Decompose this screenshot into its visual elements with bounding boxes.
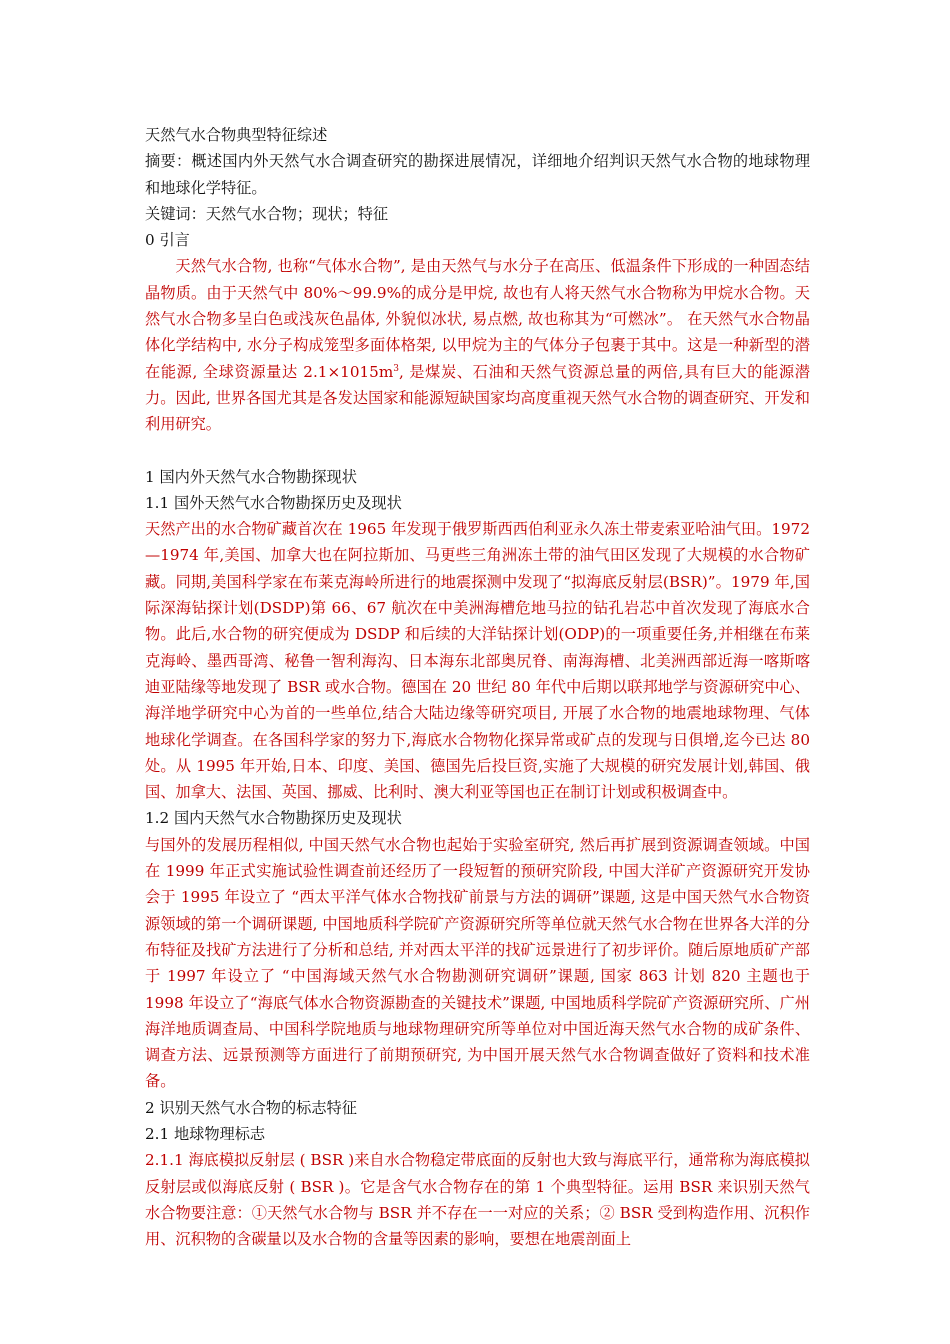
section-2-1-heading: 2.1 地球物理标志	[145, 1124, 266, 1143]
section-1-heading: 1 国内外天然气水合物勘探现状	[145, 467, 357, 486]
section-spacer	[145, 438, 810, 464]
intro-text-b: , 是煤炭、石油和天然气资源总量的两倍,具有巨大的能源潜力。因此, 世界各国尤其是各发达国家和能源短缺国家均高度重视天然气水合物的调查研究、开发和利用研究。	[145, 362, 810, 434]
section-1-2-paragraph: 与国外的发展历程相似, 中国天然气水合物也起始于实验室研究, 然后再扩展到资源调查领域。中国在 1999 年正式实施试验性调查前还经历了一段短暂的预研究阶段, 中国大洋矿产资源研究开发协会于 1995 年设立了 “西太平洋气体水合物找矿前景与方法的调研”课题, 这是中国天然气水合物资源领域的第一个调研课题, 中国地质科学院矿产资源研究所等单位就天然气水合物在世界各大洋的分布特征及找矿方法进行了分析和总结, 并对西太平洋的找矿远景进行了初步评价。随后原地质矿产部于 1997 年设立了 “中国海域天然气水合物勘测研究调研”课题, 国家 863 计划 820 主题也于 1998 年设立了“海底气体水合物资源勘查的关键技术”课题, 中国地质科学院矿产资源研究所、广州海洋地质调查局、中国科学院地质与地球物理研究所等单位对中国近海天然气水合物的成矿条件、调查方法、远景预测等方面进行了前期预研究, 为中国开展天然气水合物调查做好了资料和技术准备。	[145, 835, 810, 1091]
document-title: 天然气水合物典型特征综述	[145, 126, 328, 144]
intro-superscript: 3	[393, 363, 399, 374]
section-1-1-paragraph: 天然产出的水合物矿藏首次在 1965 年发现于俄罗斯西西伯利亚永久冻土带麦索亚哈油气田。1972—1974 年,美国、加拿大也在阿拉斯加、马更些三角洲冻土带的油气田区发现了大规模的水合物矿藏。同期,美国科学家在布莱克海岭所进行的地震探测中发现了“拟海底反射层(BSR)”。1979 年,国际深海钻探计划(DSDP)第 66、67 航次在中美洲海槽危地马拉的钻孔岩芯中首次发现了海底水合物。此后,水合物的研究便成为 DSDP 和后续的大洋钻探计划(ODP)的一项重要任务,并相继在布莱克海岭、墨西哥湾、秘鲁一智利海沟、日本海东北部奥尻脊、南海海槽、北美洲西部近海一喀斯喀迪亚陆缘等地发现了 BSR 或水合物。德国在 20 世纪 80 年代中后期以联邦地学与资源研究中心、海洋地学研究中心为首的一些单位,结合大陆边缘等研究项目, 开展了水合物的地震地球物理、气体地球化学调查。在各国科学家的努力下,海底水合物物化探异常或矿点的发现与日俱增,迄今已达 80 处。从 1995 年开始,日本、印度、美国、德国先后投巨资,实施了大规模的研究发展计划,韩国、俄国、加拿大、法国、英国、挪威、比利时、澳大利亚等国也正在制订计划或积极调查中。	[145, 520, 810, 802]
abstract: 摘要：概述国内外天然气水合调查研究的勘探进展情况，详细地介绍判识天然气水合物的地球物理和地球化学特征。	[145, 152, 810, 197]
document-page	[145, 122, 810, 1252]
section-1-1-heading: 1.1 国外天然气水合物勘探历史及现状	[145, 493, 402, 512]
section-1-2-heading: 1.2 国内天然气水合物勘探历史及现状	[145, 809, 402, 828]
keywords: 关键词：天然气水合物；现状；特征	[145, 204, 388, 223]
intro-heading: 0 引言	[145, 231, 190, 250]
intro-text-a: 天然气水合物, 也称“气体水合物”, 是由天然气与水分子在高压、低温条件下形成的一种固态结晶物质。由于天然气中 80%～99.9%的成分是甲烷, 故也有人将天然气水合物称为甲烷水合物。天然气水合物多呈白色或浅灰色晶体, 外貌似冰状, 易点燃, 故也称其为“可燃冰”。 在天然气水合物晶体化学结构中, 水分子构成笼型多面体格架, 以甲烷为主的气体分子包裹于其中。这是一种新型的潜在能源, 全球资源量达 2.1×1015m	[145, 257, 810, 381]
intro-paragraph	[145, 253, 810, 437]
section-2-heading: 2 识别天然气水合物的标志特征	[145, 1098, 357, 1117]
section-2-1-1-paragraph: 2.1.1 海底模拟反射层 ( BSR )来自水合物稳定带底面的反射也大致与海底平行，通常称为海底模拟反射层或似海底反射 ( BSR )。它是含气水合物存在的第 1 个典型特征。运用 BSR 来识别天然气水合物要注意：①天然气水合物与 BSR 并不存在一一对应的关系；② BSR 受到构造作用、沉积作用、沉积物的含碳量以及水合物的含量等因素的影响，要想在地震剖面上	[145, 1151, 810, 1249]
